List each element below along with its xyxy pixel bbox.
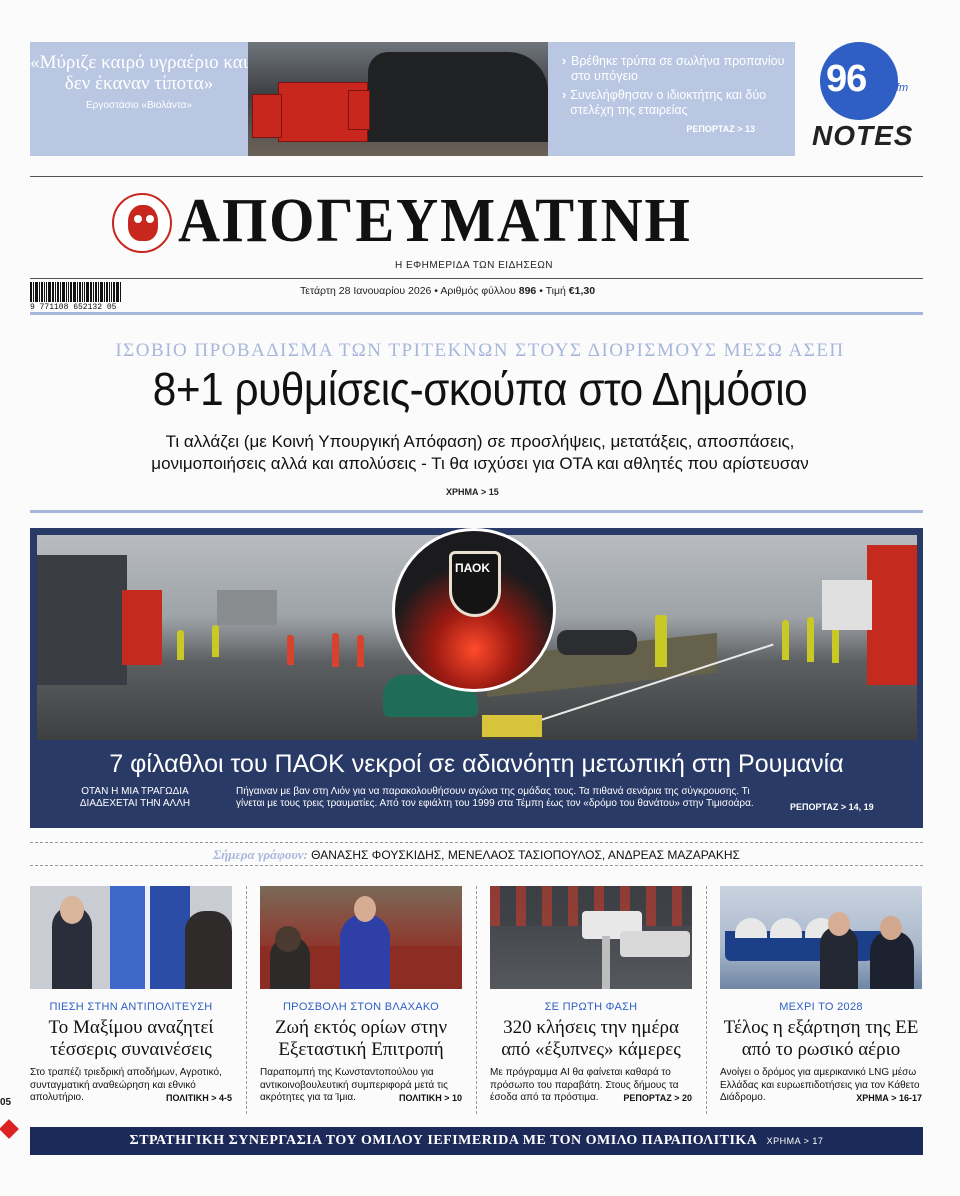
teaser-quote-source: Εργοστάσιο «Βιολάντα» [85,100,193,111]
column-text: Στο τραπέζι τριεδρική αποδήμων, Αγροτικό, συνταγματική αναθεώρηση και εθνικό απολυτήριο. ΠΟΛΙΤΙΚΗ > 4-5 [30,1067,232,1103]
barcode-bars-icon [30,282,150,302]
column-ref: ΠΟΛΙΤΙΚΗ > 4-5 [165,1093,232,1103]
column-headline[interactable]: Το Μαξίμου αναζητεί τέσσερις συναινέσεις [48,1017,214,1060]
barcode-number: 9 771108 652132 05 [30,303,117,312]
column-text: Με πρόγραμμα AI θα φαίνεται καθαρά το πρόσωπο του παραβάτη. Στους δήμους τα έσοδα από τα πρόστιμα. ΡΕΠΟΡΤΑΖ > 20 [490,1067,692,1103]
barcode [30,282,150,310]
writers-names: ΘΑΝΑΣΗΣ ΦΟΥΣΚΙΔΗΣ, ΜΕΝΕΛΑΟΣ ΤΑΣΙΟΠΟΥΛΟΣ, ΑΝΔΡΕΑΣ ΜΑΖΑΡΑΚΗΣ [311,848,740,862]
divider [30,278,923,279]
column-kicker: ΠΡΟΣΒΟΛΗ ΣΤΟΝ ΒΛΑΧΑΚΟ [282,1001,440,1013]
red-diamond-icon [0,1119,19,1139]
page-number: 05 [0,1097,12,1108]
column-headline[interactable]: Ζωή εκτός ορίων στην Εξεταστική Επιτροπή [274,1017,448,1060]
photo-traffic-cameras [490,886,692,989]
inset-text: ΠΑΟΚ [455,561,491,575]
column-headline[interactable]: 320 κλήσεις την ημέρα από «έξυπνες» κάμερες [501,1017,681,1060]
logo-number: 96 [826,58,867,100]
fire-truck [252,94,282,138]
truck-right [822,580,872,630]
owl-logo-icon [112,193,172,253]
story-column[interactable] [490,886,692,1105]
truck-left [37,555,127,685]
story-column[interactable] [720,886,922,1105]
teaser-bullet: › Συνελήφθησαν ο ιδιοκτήτης και δύο στελέχη της εταιρείας [562,88,767,117]
main-side-label: ΟΤΑΝ Η ΜΙΑ ΤΡΑΓΩΔΙΑ ΔΙΑΔΕΧΕΤΑΙ ΤΗΝ ΑΛΛΗ [79,786,191,809]
column-ref: ΡΕΠΟΡΤΑΖ > 20 [623,1093,692,1103]
issue-number: 896 [518,285,537,297]
column-kicker: ΣΕ ΠΡΩΤΗ ΦΑΣΗ [544,1001,638,1013]
column-headline[interactable]: Τέλος η εξάρτηση της ΕΕ από το ρωσικό αέριο [723,1017,919,1060]
main-headline[interactable]: 7 φίλαθλοι του ΠΑΟΚ νεκροί σε αδιανόητη μετωπική στη Ρουμανία [109,750,844,778]
column-ref: ΠΟΛΙΤΙΚΗ > 10 [398,1093,462,1103]
yellow-cover [482,715,542,737]
story-column[interactable] [260,886,462,1105]
wrecked-car [557,630,637,655]
lead-ref: ΧΡΗΜΑ > 15 [446,487,499,497]
fire-truck-right [867,545,917,685]
bottom-banner-ref: ΧΡΗΜΑ > 17 [766,1136,824,1146]
teaser-bullets [548,42,795,156]
lead-deck: Τι αλλάζει (με Κοινή Υπουργική Απόφαση) σε προσλήψεις, μετατάξεις, αποσπάσεις, μονιμοποιήσεις αλλά και απολύσεις - Τι θα ισχύσει για ΟΤΑ και αθλητές που αρίστευσαν [151,432,809,473]
column-divider [706,886,707,1114]
writers-label: Σήμερα γράφουν: [213,847,308,862]
teaser-bullet: › Βρέθηκε τρύπα σε σωλήνα προπανίου στο υπόγειο [562,54,785,83]
top-teaser[interactable] [30,42,795,156]
teaser-quote-box [30,42,248,156]
photo-parliament [260,886,462,989]
column-divider [476,886,477,1114]
column-text: Ανοίγει ο δρόμος για αμερικανικό LNG μέσω Ελλάδας και ευρωεπιδοτήσεις για τον Κάθετο Διάδρομο. ΧΡΗΜΑ > 16-17 [720,1067,922,1103]
column-ref: ΧΡΗΜΑ > 16-17 [856,1093,922,1103]
tanker [217,590,277,625]
column-text: Παραπομπή της Κωνσταντοπούλου για αντικοινοβουλευτική συμπεριφορά μετά τις ακρότητες για τα Ίμια. ΠΟΛΙΤΙΚΗ > 10 [260,1067,462,1103]
masthead-title: ΑΠΟΓΕΥΜΑΤΙΝΗ [178,187,692,255]
teaser-photo-fire-trucks [248,42,548,156]
masthead-subtitle: Η ΕΦΗΜΕΡΙΔΑ ΤΩΝ ΕΙΔΗΣΕΩΝ [395,260,554,271]
inset-paok-candles [392,528,556,692]
logo-suffix: fm [896,82,909,94]
issue-date: Τετάρτη 28 Ιανουαρίου 2026 [300,285,432,297]
building-ruins [368,52,548,142]
96fm-notes-logo [808,42,926,160]
teaser-ref: ΡΕΠΟΡΤΑΖ > 13 [686,124,755,134]
lead-headline[interactable]: 8+1 ρυθμίσεις-σκούπα στο Δημόσιο [152,363,808,415]
column-kicker: ΠΙΕΣΗ ΣΤΗΝ ΑΝΤΙΠΟΛΙΤΕΥΣΗ [49,1001,213,1013]
bottom-banner[interactable] [30,1127,923,1155]
issue-price: €1,30 [568,285,596,297]
main-story-ref: ΡΕΠΟΡΤΑΖ > 14, 19 [790,802,874,812]
logo-word: NOTES [812,120,914,151]
issue-info: Τετάρτη 28 Ιανουαρίου 2026 • Αριθμός φύλλου 896 • Τιμή €1,30 [300,285,596,297]
lead-kicker: ΙΣΟΒΙΟ ΠΡΟΒΑΔΙΣΜΑ ΤΩΝ ΤΡΙΤΕΚΝΩΝ ΣΤΟΥΣ ΔΙΟΡΙΣΜΟΥΣ ΜΕΣΩ ΑΣΕΠ [115,340,845,361]
teaser-quote: «Μύριζε καιρό υγραέριο και δεν έκαναν τίποτα» [30,52,248,94]
divider [30,510,923,513]
column-kicker: ΜΕΧΡΙ ΤΟ 2028 [779,1001,863,1013]
main-story-text: Πήγαιναν με βαν στη Λιόν για να παρακολουθήσουν αγώνα της ομάδας τους. Τα πιθανά σενάρια της σύγκρουσης. Τι γίνεται με τους τρεις τραυματίες. Από τον εφιάλτη του 1999 στα Τέμπη έως τον «δρόμο του θανάτου» στην Τιμισοάρα. [236,786,754,809]
divider [30,176,923,177]
writers-strip [30,842,923,866]
bottom-banner-text: ΣΤΡΑΤΗΓΙΚΗ ΣΥΝΕΡΓΑΣΙΑ ΤΟΥ ΟΜΙΛΟΥ IEFIMERIDA ΜΕ ΤΟΝ ΟΜΙΛΟ ΠΑΡΑΠΟΛΙΤΙΚΑ [129,1133,757,1148]
photo-lng-ship [720,886,922,989]
photo-pm-flags [30,886,232,989]
story-column[interactable] [30,886,232,1105]
fire-truck [348,90,370,130]
fire-truck-left [122,590,162,665]
divider [30,312,923,315]
column-divider [246,886,247,1114]
